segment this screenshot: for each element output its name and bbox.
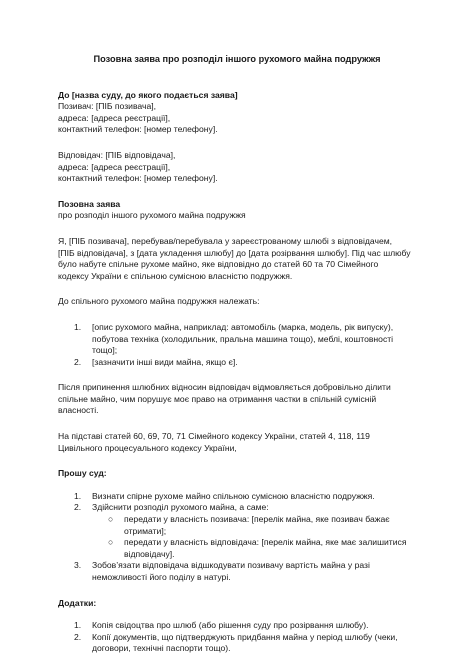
list-number: 2.: [74, 631, 82, 642]
list-item: [58, 620, 416, 632]
sub-list: [58, 514, 416, 560]
list-item-line: неможливості його поділу в натурі.: [92, 572, 231, 582]
list-item: [58, 502, 416, 514]
list-number: 1.: [74, 321, 82, 332]
list-item: [58, 632, 416, 655]
paragraph-line: спільне майно, чим порушує моє право на отримання частки в спільній сумісній: [58, 393, 377, 404]
sub-list-container: [58, 514, 416, 560]
paragraph-marriage: [58, 236, 416, 282]
circle-bullet-icon: ○: [108, 514, 114, 525]
sub-list-item-line: передати у власність позивача: [перелік майна, яке позивач бажає: [124, 514, 390, 525]
paragraph-line: [ПІБ відповідача], з [дата укладення шлюбу] до [дата розірвання шлюбу]. Під час шлюбу: [58, 247, 411, 258]
list-number: 3.: [74, 560, 82, 571]
defendant-block: [58, 150, 416, 185]
document-title: Позовна заява про розподіл іншого рухомого майна подружжя: [93, 54, 381, 64]
sub-list-item: [58, 514, 416, 537]
defendant-name: Відповідач: [ПІБ відповідача],: [58, 149, 176, 160]
plaintiff-address: адреса: [адреса реєстрації],: [58, 112, 171, 123]
list-item: [58, 322, 416, 357]
attachments-list: [58, 620, 416, 655]
court-addressee: До [назва суду, до якого подається заява]: [58, 89, 238, 100]
paragraph-line: На підставі статей 60, 69, 70, 71 Сімейного кодексу України, статей 4, 118, 119: [58, 431, 370, 442]
list-item-line: [зазначити інші види майна, якщо є].: [92, 356, 238, 367]
defendant-phone: контактний телефон: [номер телефону].: [58, 173, 218, 184]
list-number: 1.: [74, 490, 82, 501]
request-list: [58, 491, 416, 584]
paragraph-line: Цивільного процесуального кодексу України,: [58, 442, 237, 453]
list-item: [58, 560, 416, 583]
attachments-heading: Додатки:: [58, 597, 97, 608]
list-item-line: договори, технічні паспорти тощо).: [92, 643, 231, 654]
list-item-line: тощо];: [92, 345, 118, 356]
list-item-line: Копії документів, що підтверджують придбання майна у період шлюбу (чеки,: [92, 631, 398, 642]
defendant-address: адреса: [адреса реєстрації],: [58, 161, 171, 172]
list-item-line: Зобов’язати відповідача відшкодувати позивачу вартість майна у разі: [92, 560, 370, 571]
paragraph-refusal: [58, 382, 416, 417]
circle-bullet-icon: ○: [108, 537, 114, 548]
sub-list-item: [58, 537, 416, 560]
plaintiff-name: Позивач: [ПІБ позивача],: [58, 101, 157, 112]
list-item: [58, 357, 416, 369]
paragraph-line: було набуте спільне рухоме майно, яке відповідно до статей 60 та 70 Сімейного: [58, 259, 379, 270]
list-number: 1.: [74, 620, 82, 631]
plaintiff-phone: контактний телефон: [номер телефону].: [58, 124, 218, 135]
claim-heading: Позовна заява: [58, 198, 121, 209]
list-item-line: Здійснити розподіл рухомого майна, а саме:: [92, 502, 269, 513]
list-item-line: Визнати спірне рухоме майно спільною сумісною власністю подружжя.: [92, 490, 375, 501]
paragraph-legal-basis: [58, 431, 416, 454]
paragraph-line: кодексу України є спільною сумісною власністю подружжя.: [58, 270, 293, 281]
paragraph-property-intro: До спільного рухомого майна подружжя належать:: [58, 296, 260, 307]
request-heading: Прошу суд:: [58, 468, 107, 479]
list-number: 2.: [74, 502, 82, 513]
sub-list-item-line: передати у власність відповідача: [перелік майна, яке має залишитися: [124, 537, 407, 548]
sub-list-item-line: відповідачу].: [124, 548, 175, 559]
list-number: 2.: [74, 356, 82, 367]
paragraph-line: власності.: [58, 405, 99, 416]
plaintiff-block: [58, 101, 416, 136]
sub-list-item-line: отримати];: [124, 525, 167, 536]
paragraph-line: Після припинення шлюбних відносин відповідач відмовляється добровільно ділити: [58, 382, 391, 393]
list-item-line: побутова техніка (холодильник, пральна машина тощо), меблі, коштовності: [92, 333, 394, 344]
list-item-line: [опис рухомого майна, наприклад: автомобіль (марка, модель, рік випуску),: [92, 321, 394, 332]
claim-subheading: про розподіл іншого рухомого майна подружжя: [58, 210, 246, 221]
property-list: [58, 322, 416, 368]
list-item-line: Копія свідоцтва про шлюб (або рішення суду про розірвання шлюбу).: [92, 620, 369, 631]
paragraph-line: Я, [ПІБ позивача], перебував/перебувала у зареєстрованому шлюбі з відповідачем,: [58, 235, 393, 246]
list-item: [58, 491, 416, 503]
